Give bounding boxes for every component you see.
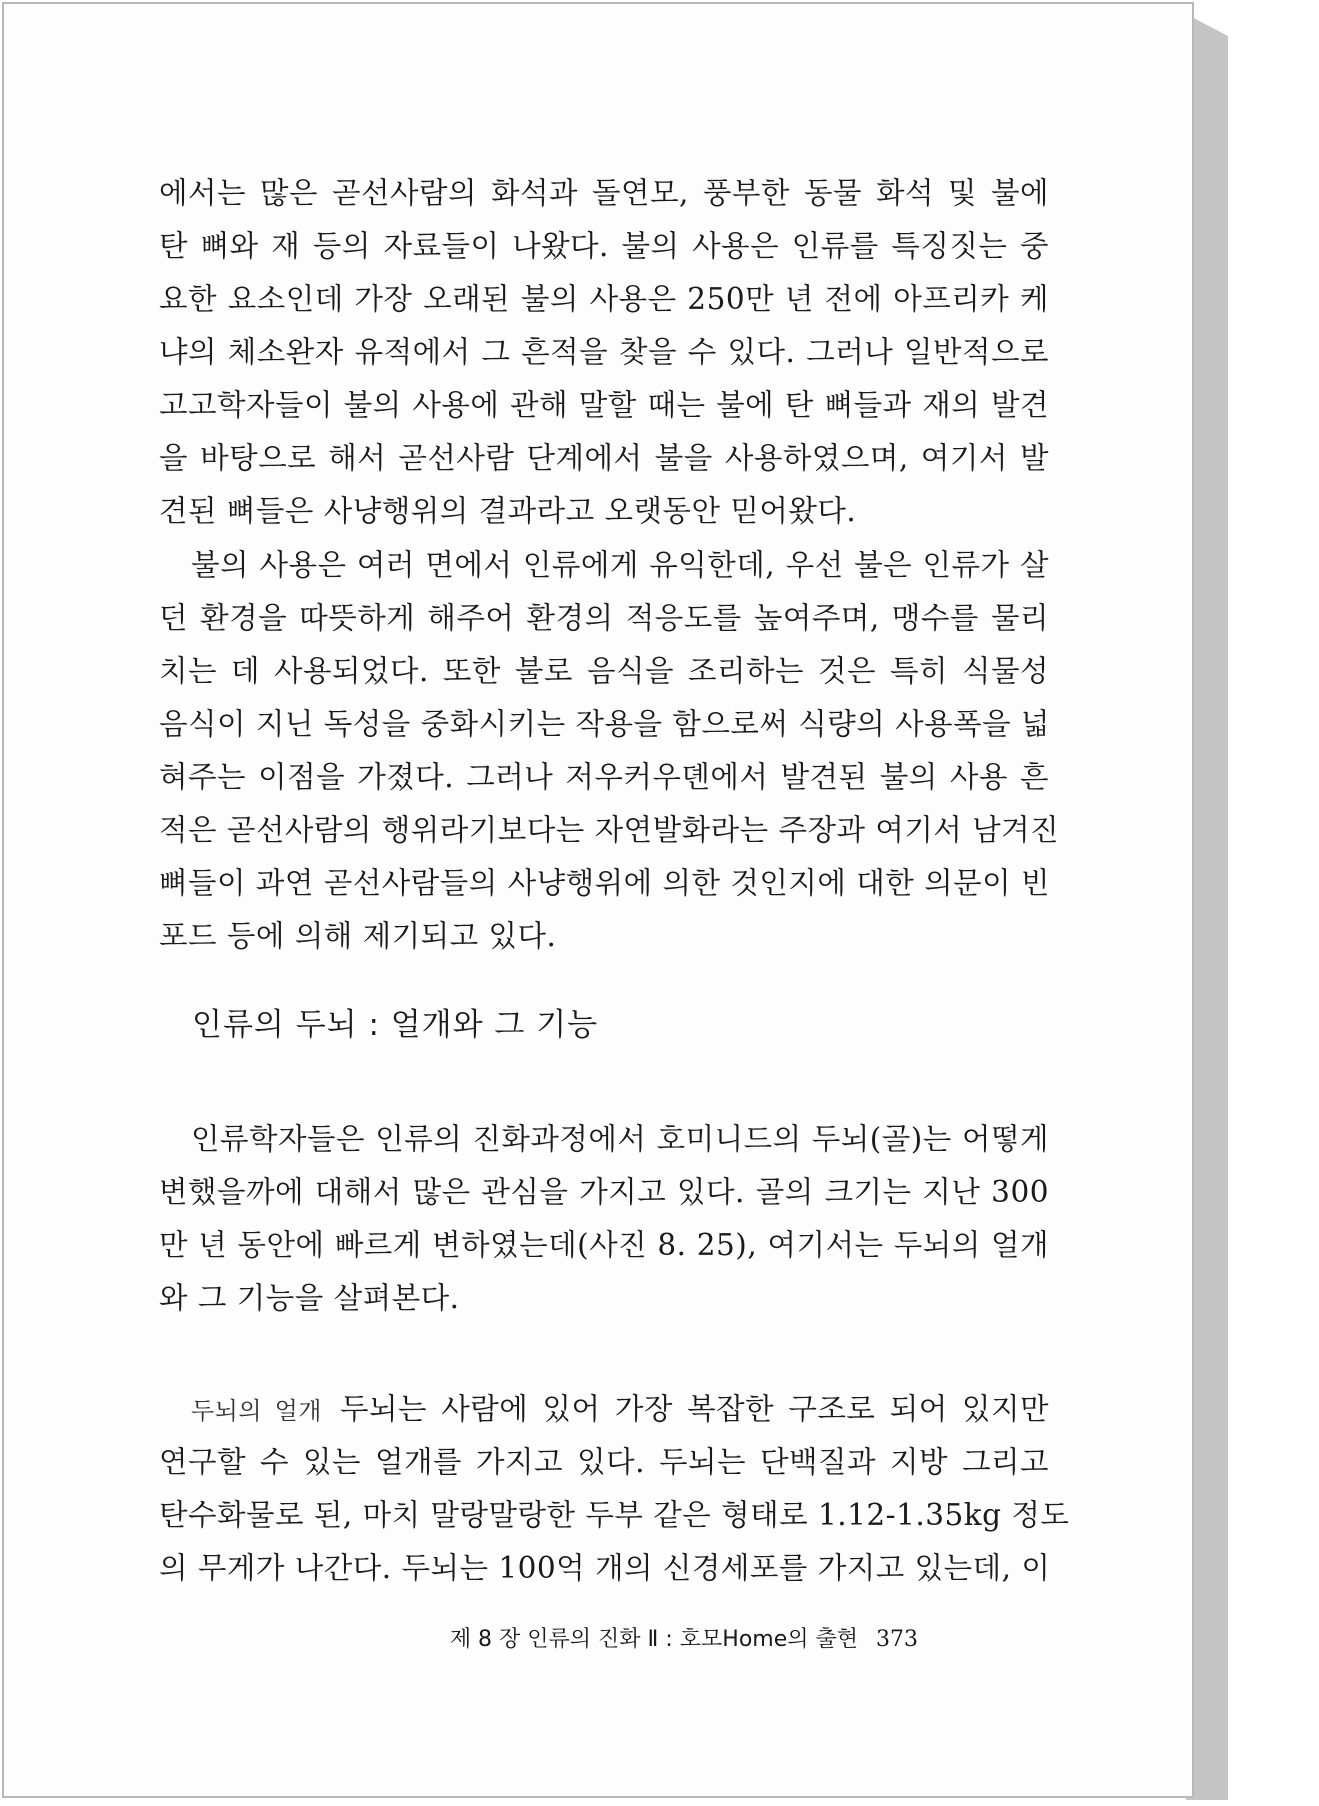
page-number: 373 (876, 1627, 918, 1652)
paragraph-fire-evidence (159, 167, 1049, 538)
text-line: 견된 뼈들은 사냥행위의 결과라고 오랫동안 믿어왔다. (159, 494, 857, 528)
text-line (159, 1383, 1049, 1436)
text-line: 의 무게가 나간다. 두뇌는 100억 개의 신경세포를 가지고 있는데, 이 (159, 1551, 1051, 1585)
text-line: 음식이 지닌 독성을 중화시키는 작용을 함으로써 식량의 사용폭을 넓 (159, 707, 1050, 741)
text-line: 탄수화물로 된, 마치 말랑말랑한 두부 같은 형태로 1.12-1.35kg 정도 (159, 1498, 1070, 1532)
text-line: 와 그 기능을 살펴본다. (159, 1281, 460, 1315)
text-line: 변했을까에 대해서 많은 관심을 가지고 있다. 골의 크기는 지난 300 (159, 1175, 1049, 1209)
text-line: 만 년 동안에 빠르게 변하였는데(사진 8. 25), 여기서는 두뇌의 얼개 (159, 1228, 1049, 1262)
section-heading: 인류의 두뇌 : 얼개와 그 기능 (192, 1007, 599, 1043)
text-line: 적은 곧선사람의 행위라기보다는 자연발화라는 주장과 여기서 남겨진 (159, 813, 1060, 847)
text-line: 뼈들이 과연 곧선사람들의 사냥행위에 의한 것인지에 대한 의문이 빈 (159, 866, 1050, 900)
book-page (2, 2, 1194, 1798)
text-run: 두뇌는 사람에 있어 가장 복잡한 구조로 되어 있지만 (339, 1392, 1049, 1426)
text-line: 혀주는 이점을 가졌다. 그러나 저우커우뎬에서 발견된 불의 사용 흔 (159, 760, 1049, 794)
paragraph-brain-structure (159, 1383, 1070, 1595)
text-line: 인류학자들은 인류의 진화과정에서 호미니드의 두뇌(골)는 어떻게 (191, 1122, 1049, 1156)
text-line: 냐의 체소완자 유적에서 그 흔적을 찾을 수 있다. 그러나 일반적으로 (159, 335, 1049, 369)
text-line: 요한 요소인데 가장 오래된 불의 사용은 250만 년 전에 아프리카 케 (159, 282, 1049, 316)
text-line: 에서는 많은 곧선사람의 화석과 돌연모, 풍부한 동물 화석 및 불에 (159, 176, 1049, 210)
running-head: 제 8 장 인류의 진화 Ⅱ : 호모Home의 출현 (449, 1627, 858, 1652)
text-line: 포드 등에 의해 제기되고 있다. (159, 919, 557, 953)
subsection-label: 두뇌의 얼개 (191, 1397, 322, 1425)
text-line: 연구할 수 있는 얼개를 가지고 있다. 두뇌는 단백질과 지방 그리고 (159, 1445, 1049, 1479)
text-line: 탄 뼈와 재 등의 자료들이 나왔다. 불의 사용은 인류를 특징짓는 중 (159, 229, 1049, 263)
text-line: 치는 데 사용되었다. 또한 불로 음식을 조리하는 것은 특히 식물성 (159, 654, 1049, 688)
text-line: 불의 사용은 여러 면에서 인류에게 유익한데, 우선 불은 인류가 살 (191, 548, 1049, 582)
paragraph-fire-benefits (159, 539, 1060, 963)
paragraph-brain-intro (159, 1113, 1049, 1325)
text-line: 을 바탕으로 해서 곧선사람 단계에서 불을 사용하였으며, 여기서 발 (159, 441, 1049, 475)
text-line: 던 환경을 따뜻하게 해주어 환경의 적응도를 높여주며, 맹수를 물리 (159, 601, 1049, 635)
page-footer (450, 1622, 918, 1653)
text-line: 고고학자들이 불의 사용에 관해 말할 때는 불에 탄 뼈들과 재의 발견 (159, 388, 1049, 422)
